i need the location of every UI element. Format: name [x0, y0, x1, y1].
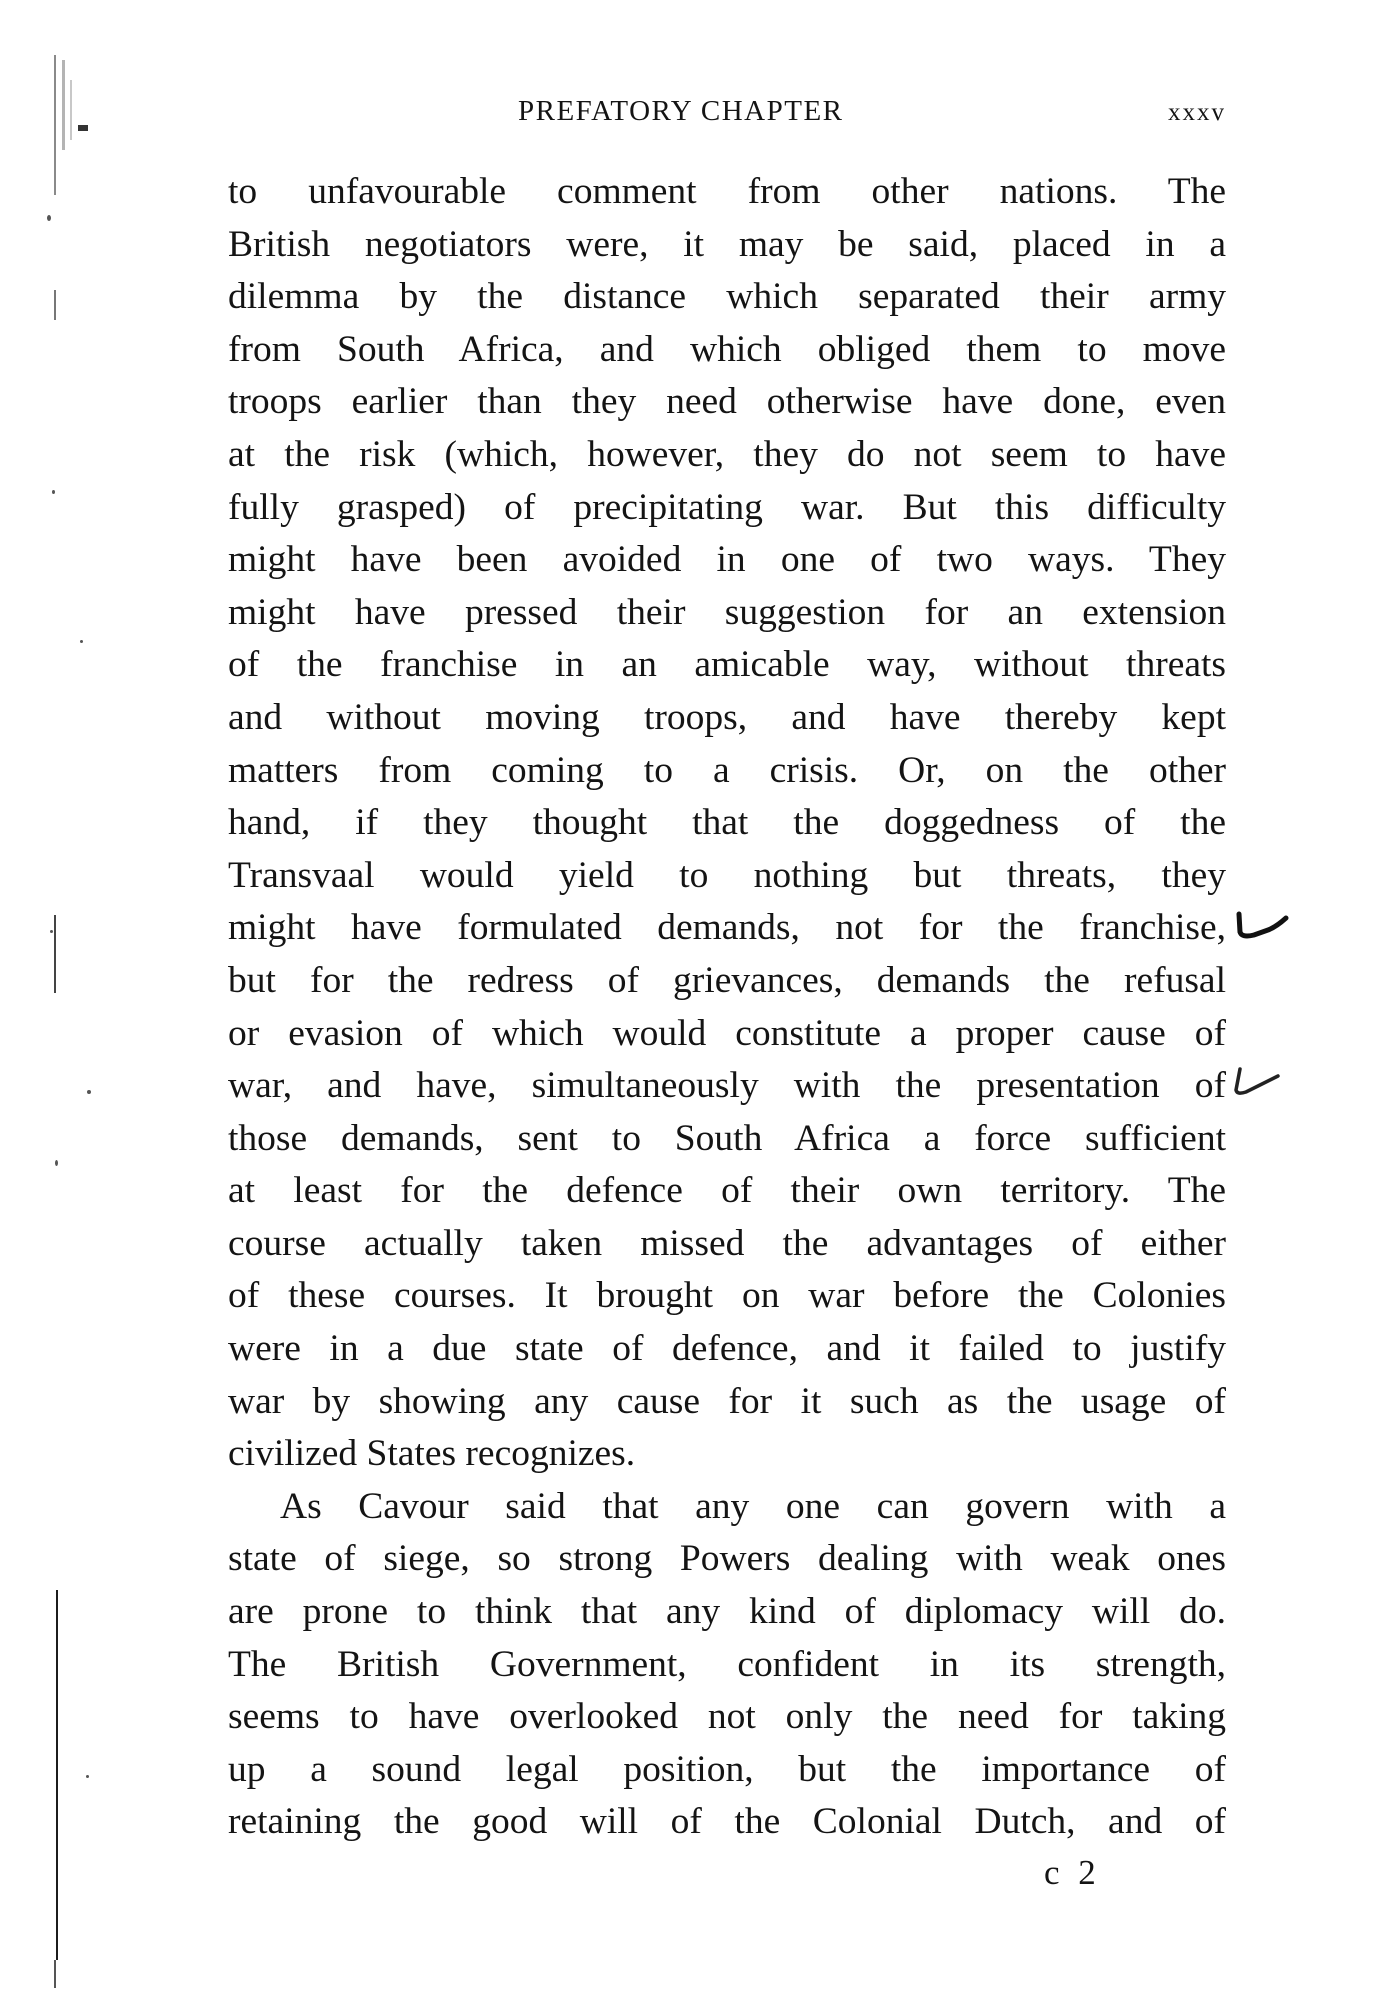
text-line: might have pressed their suggestion for an extension [228, 591, 1226, 633]
text-line: war by showing any cause for it such as the usage of [228, 1380, 1226, 1422]
text-line: of these courses. It brought on war before the Colonies [228, 1275, 1226, 1317]
signature-mark: c 2 [1044, 1853, 1101, 1892]
text-line: were in a due state of defence, and it failed to justify [228, 1328, 1226, 1370]
text-line: to unfavourable comment from other nations. The [228, 171, 1226, 212]
running-title: PREFATORY CHAPTER [518, 95, 844, 127]
text-line: state of siege, so strong Powers dealing with weak ones [228, 1538, 1226, 1580]
text-line: from South Africa, and which obliged them to move [228, 328, 1226, 370]
text-line: British negotiators were, it may be said, placed in a [228, 223, 1226, 265]
text-line: those demands, sent to South Africa a force sufficient [228, 1117, 1226, 1159]
check-mark-icon [1234, 910, 1290, 944]
text-line: up a sound legal position, but the importance of [228, 1748, 1226, 1790]
text-line: seems to have overlooked not only the need for taking [228, 1696, 1226, 1738]
text-line: retaining the good will of the Colonial Dutch, and of [228, 1801, 1226, 1843]
text-line: troops earlier than they need otherwise have done, even [228, 381, 1226, 423]
text-line: of the franchise in an amicable way, without threats [228, 644, 1226, 686]
text-line: might have formulated demands, not for the franchise, [228, 907, 1226, 949]
text-line: or evasion of which would constitute a proper cause of [228, 1012, 1226, 1054]
text-line: hand, if they thought that the doggedness of the [228, 802, 1226, 844]
text-line: matters from coming to a crisis. Or, on the other [228, 749, 1226, 791]
text-line: are prone to think that any kind of diplomacy will do. [228, 1591, 1226, 1633]
text-line: The British Government, confident in its strength, [228, 1643, 1226, 1685]
text-line: fully grasped) of precipitating war. But this difficulty [228, 486, 1226, 528]
text-line: at the risk (which, however, they do not seem to have [228, 433, 1226, 475]
text-line: dilemma by the distance which separated their army [228, 276, 1226, 318]
text-line: course actually taken missed the advantages of either [228, 1222, 1226, 1264]
running-head [228, 95, 1226, 135]
text-line: at least for the defence of their own territory. The [228, 1170, 1226, 1212]
text-line: Transvaal would yield to nothing but threats, they [228, 854, 1226, 896]
paragraph-end-line: civilized States recognizes. [228, 1433, 636, 1475]
text-line: but for the redress of grievances, demands the refusal [228, 959, 1226, 1001]
paragraph-start-line: As Cavour said that any one can govern with a [280, 1485, 1226, 1527]
check-mark-icon [1232, 1066, 1282, 1100]
text-line: war, and have, simultaneously with the presentation of [228, 1065, 1226, 1107]
text-line: might have been avoided in one of two ways. They [228, 539, 1226, 581]
text-line: and without moving troops, and have thereby kept [228, 696, 1226, 738]
page-number: xxxv [1168, 99, 1226, 126]
body-text [228, 166, 1226, 1849]
